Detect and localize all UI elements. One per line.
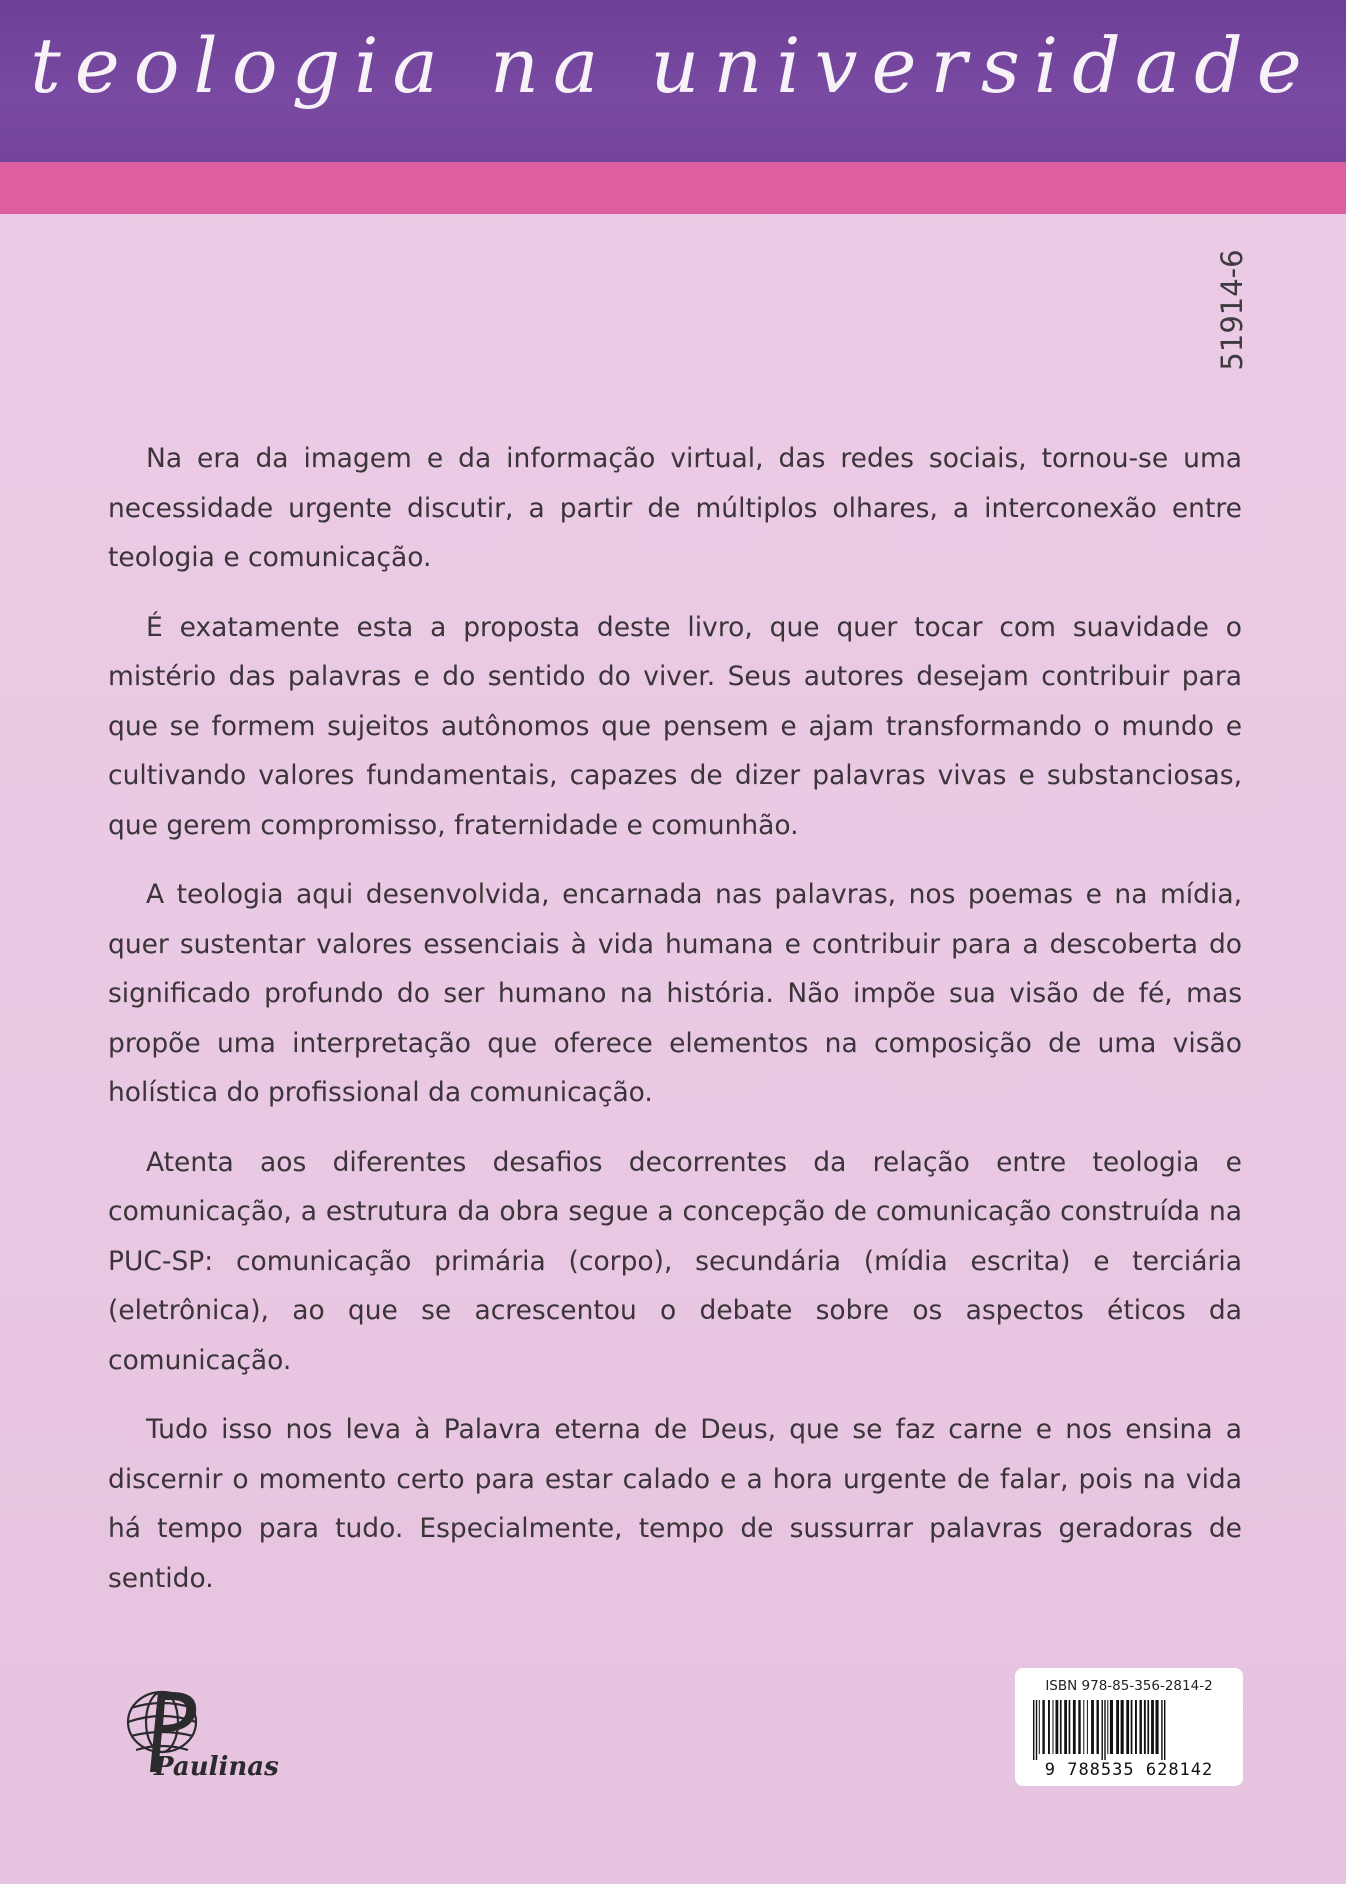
catalog-code: 51914-6 [1215, 249, 1249, 371]
synopsis-paragraph: A teologia aqui desenvolvida, encarnada nas palavras, nos poemas e na mídia, quer sustentar valores essenciais à vida humana e contribuir para a descoberta do significado profundo do ser humano na história. Não impõe sua visão de fé, mas propõe uma interpretação que oferece elementos na composição de uma visão holística do profissional da comunicação. [108, 879, 1242, 1108]
synopsis-paragraph: Tudo isso nos leva à Palavra eterna de Deus, que se faz carne e nos ensina a discernir o momento certo para estar calado e a hora urgente de falar, pois na vida há tempo para tudo. Especialmente, tempo de sussurrar palavras geradoras de sentido. [108, 1414, 1242, 1594]
publisher-name: Paulinas [154, 1752, 279, 1782]
synopsis-paragraph: Na era da imagem e da informação virtual, das redes sociais, tornou-se uma necessidade urgente discutir, a partir de múltiplos olhares, a interconexão entre teologia e comunicação. [108, 443, 1242, 573]
synopsis-paragraph: Atenta aos diferentes desafios decorrentes da relação entre teologia e comunicação, a estrutura da obra segue a concepção de comunicação construída na PUC-SP: comunicação primária (corpo), secundária (mídia escrita) e terciária (eletrônica), ao que se acrescentou o debate sobre os aspectos éticos da comunicação. [108, 1146, 1242, 1376]
synopsis-text [108, 434, 1242, 1623]
accent-band [0, 162, 1346, 214]
isbn-label: ISBN 978-85-356-2814-2 [1045, 1678, 1213, 1694]
barcode-bars [1031, 1700, 1231, 1760]
isbn-barcode [1015, 1668, 1243, 1786]
header-band [0, 0, 1346, 162]
barcode-digits: 9 788535 628142 [1044, 1760, 1214, 1780]
synopsis-paragraph: É exatamente esta a proposta deste livro, que quer tocar com suavidade o mistério das palavras e do sentido do viver. Seus autores desejam contribuir para que se formem sujeitos autônomos que pensem e ajam transformando o mundo e cultivando valores fundamentais, capazes de dizer palavras vivas e substanciosas, que gerem compromisso, fraternidade e comunhão. [108, 611, 1242, 841]
series-title: teologia na universidade [30, 21, 1316, 110]
